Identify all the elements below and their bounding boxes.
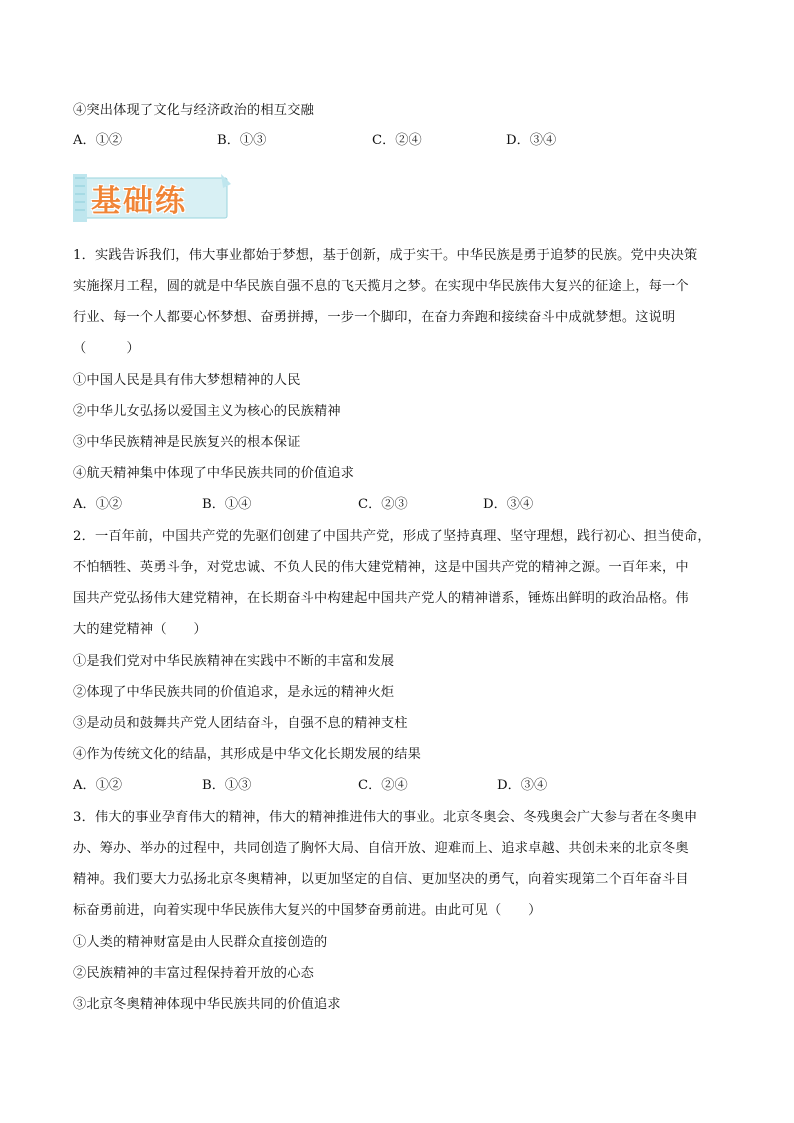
option-d[interactable]: D．③④ (506, 133, 557, 148)
q3-line-1: 3．伟大的事业孕育伟大的精神，伟大的精神推进伟大的事业。北京冬奥会、冬残奥会广大参与者在冬奥申 (73, 810, 698, 825)
q1-statement-3: ③中华民族精神是民族复兴的根本保证 (73, 435, 301, 450)
option-d[interactable]: D．③④ (483, 497, 534, 512)
q2-line-4: 大的建党精神（ ） (73, 622, 207, 637)
option-a[interactable]: A．①② (73, 497, 123, 512)
option-c[interactable]: C．②④ (358, 778, 408, 793)
q2-statement-2: ②体现了中华民族共同的价值追求，是永远的精神火炬 (73, 685, 395, 700)
option-c[interactable]: C．②④ (372, 133, 422, 148)
q1-line-3: 行业、每一个人都要心怀梦想、奋勇拼搏，一步一个脚印，在奋力奔跑和接续奋斗中成就梦想。这说明 (73, 310, 676, 325)
section-title: 基础练 (91, 184, 187, 219)
q2-options (73, 777, 733, 795)
option-b[interactable]: B．①③ (217, 133, 267, 148)
option-a[interactable]: A．①② (73, 778, 123, 793)
q3-line-4: 标奋勇前进，向着实现中华民族伟大复兴的中国梦奋勇前进。由此可见（ ） (73, 903, 542, 918)
q2-statement-3: ③是动员和鼓舞共产党人团结奋斗，自强不息的精神支柱 (73, 716, 408, 731)
prev-options (73, 132, 733, 150)
q3-statement-3: ③北京冬奥精神体现中华民族共同的价值追求 (73, 997, 341, 1012)
q1-statement-4: ④航天精神集中体现了中华民族共同的价值追求 (73, 466, 355, 481)
q2-line-2: 不怕牺牲、英勇斗争，对党忠诚、不负人民的伟大建党精神，这是中国共产党的精神之源。一百年来，中 (73, 560, 689, 575)
q1-statement-1: ①中国人民是具有伟大梦想精神的人民 (73, 373, 301, 388)
option-b[interactable]: B．①③ (202, 778, 252, 793)
q3-line-2: 办、筹办、举办的过程中，共同创造了胸怀大局、自信开放、迎难而上、追求卓越、共创未来的北京冬奥 (73, 841, 689, 856)
q2-line-3: 国共产党弘扬伟大建党精神，在长期奋斗中构建起中国共产党人的精神谱系，锤炼出鲜明的政治品格。伟 (73, 591, 689, 606)
option-b[interactable]: B．①④ (202, 497, 252, 512)
option-c[interactable]: C．②③ (358, 497, 408, 512)
q2-line-1: 2．一百年前，中国共产党的先驱们创建了中国共产党，形成了坚持真理、坚守理想，践行初心、担当使命， (73, 529, 711, 544)
q1-options (73, 496, 733, 514)
section-badge (73, 170, 231, 222)
q1-statement-2: ②中华儿女弘扬以爱国主义为核心的民族精神 (73, 404, 341, 419)
q3-statement-2: ②民族精神的丰富过程保持着开放的心态 (73, 966, 314, 981)
option-d[interactable]: D．③④ (497, 778, 548, 793)
prev-statement-4: ④突出体现了文化与经济政治的相互交融 (73, 103, 314, 118)
q2-statement-1: ①是我们党对中华民族精神在实践中不断的丰富和发展 (73, 654, 395, 669)
q1-line-2: 实施探月工程，圆的就是中华民族自强不息的飞天揽月之梦。在实现中华民族伟大复兴的征途上，每一个 (73, 279, 689, 294)
q2-statement-4: ④作为传统文化的结晶，其形成是中华文化长期发展的结果 (73, 747, 422, 762)
q1-line-1: 1．实践告诉我们，伟大事业都始于梦想，基于创新，成于实干。中华民族是勇于追梦的民族。党中央决策 (73, 248, 698, 263)
q1-line-4: （ ） (73, 341, 140, 356)
q3-statement-1: ①人类的精神财富是由人民群众直接创造的 (73, 935, 328, 950)
q3-line-3: 精神。我们要大力弘扬北京冬奥精神，以更加坚定的自信、更加坚决的勇气，向着实现第二个百年奋斗目 (73, 872, 689, 887)
option-a[interactable]: A．①② (73, 133, 123, 148)
